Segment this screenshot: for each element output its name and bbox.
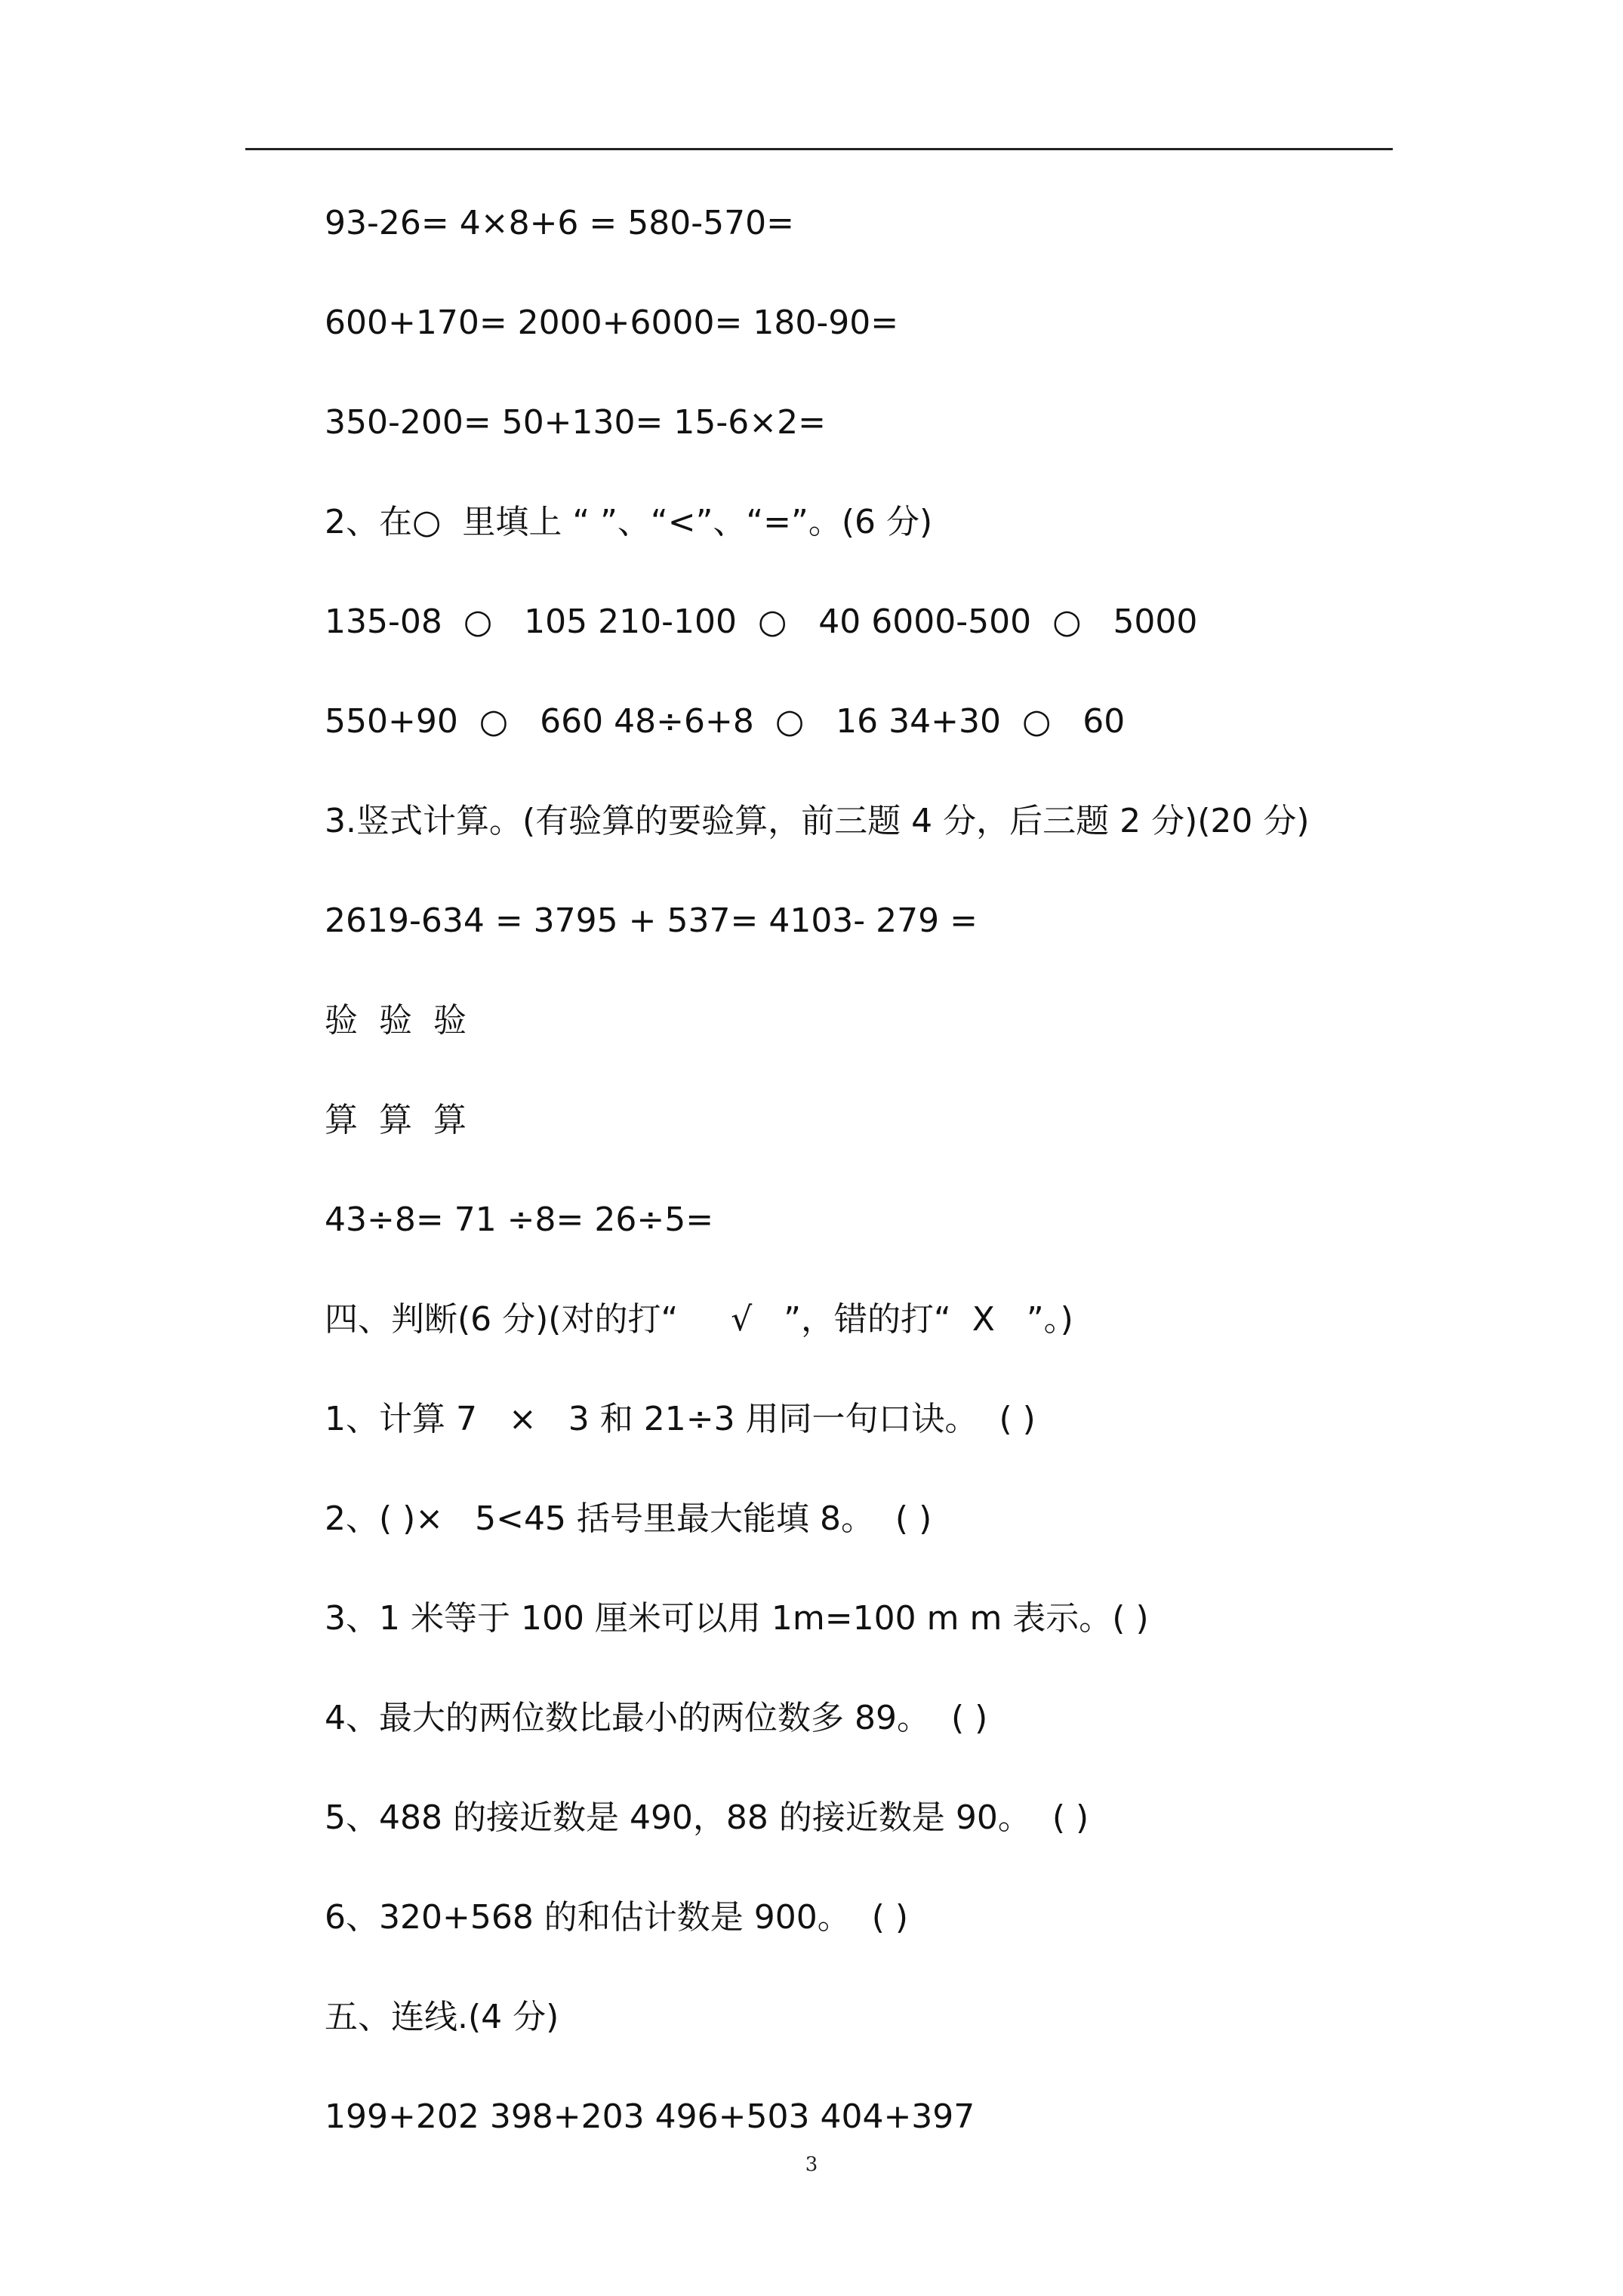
judge-item-6: 6、320+568 的和估计数是 900。 ( )	[325, 1898, 909, 1937]
arithmetic-row-3: 350-200= 50+130= 15-6×2=	[325, 403, 826, 442]
page-number: 3	[805, 2153, 818, 2176]
check-label-row-2: 算 算 算	[325, 1101, 467, 1139]
judge-item-4: 4、最大的两位数比最小的两位数多 89。 ( )	[325, 1699, 988, 1737]
question-2-heading: 2、在○ 里填上 “ ”、“<”、“=”。(6 分)	[325, 503, 933, 541]
judge-item-2: 2、( )× 5<45 括号里最大能填 8。 ( )	[325, 1499, 932, 1538]
judge-item-1: 1、计算 7 × 3 和 21÷3 用同一句口诀。 ( )	[325, 1400, 1036, 1438]
arithmetic-row-2: 600+170= 2000+6000= 180-90=	[325, 304, 899, 342]
arithmetic-row-1: 93-26= 4×8+6 = 580-570=	[325, 204, 794, 242]
question-3-heading: 3.竖式计算。(有验算的要验算，前三题 4 分，后三题 2 分)(20 分)	[325, 802, 1310, 840]
section-4-heading: 四、判断(6 分)(对的打“ √ ”，错的打“ X ”。)	[325, 1300, 1073, 1339]
comparison-row-2: 550+90 ○ 660 48÷6+8 ○ 16 34+30 ○ 60	[325, 702, 1126, 741]
section-5-heading: 五、连线.(4 分)	[325, 1998, 559, 2036]
comparison-row-1: 135-08 ○ 105 210-100 ○ 40 6000-500 ○ 5000	[325, 603, 1198, 641]
judge-item-5: 5、488 的接近数是 490，88 的接近数是 90。 ( )	[325, 1798, 1089, 1837]
vertical-calc-row-1: 2619-634 = 3795 + 537= 4103- 279 =	[325, 901, 978, 940]
vertical-calc-row-2: 43÷8= 71 ÷8= 26÷5=	[325, 1200, 714, 1239]
check-label-row-1: 验 验 验	[325, 1001, 467, 1040]
matching-row: 199+202 398+203 496+503 404+397	[325, 2097, 975, 2136]
page-content	[325, 196, 1502, 2190]
header-rule	[245, 148, 1393, 150]
judge-item-3: 3、1 米等于 100 厘米可以用 1m=100 m m 表示。( )	[325, 1599, 1149, 1638]
